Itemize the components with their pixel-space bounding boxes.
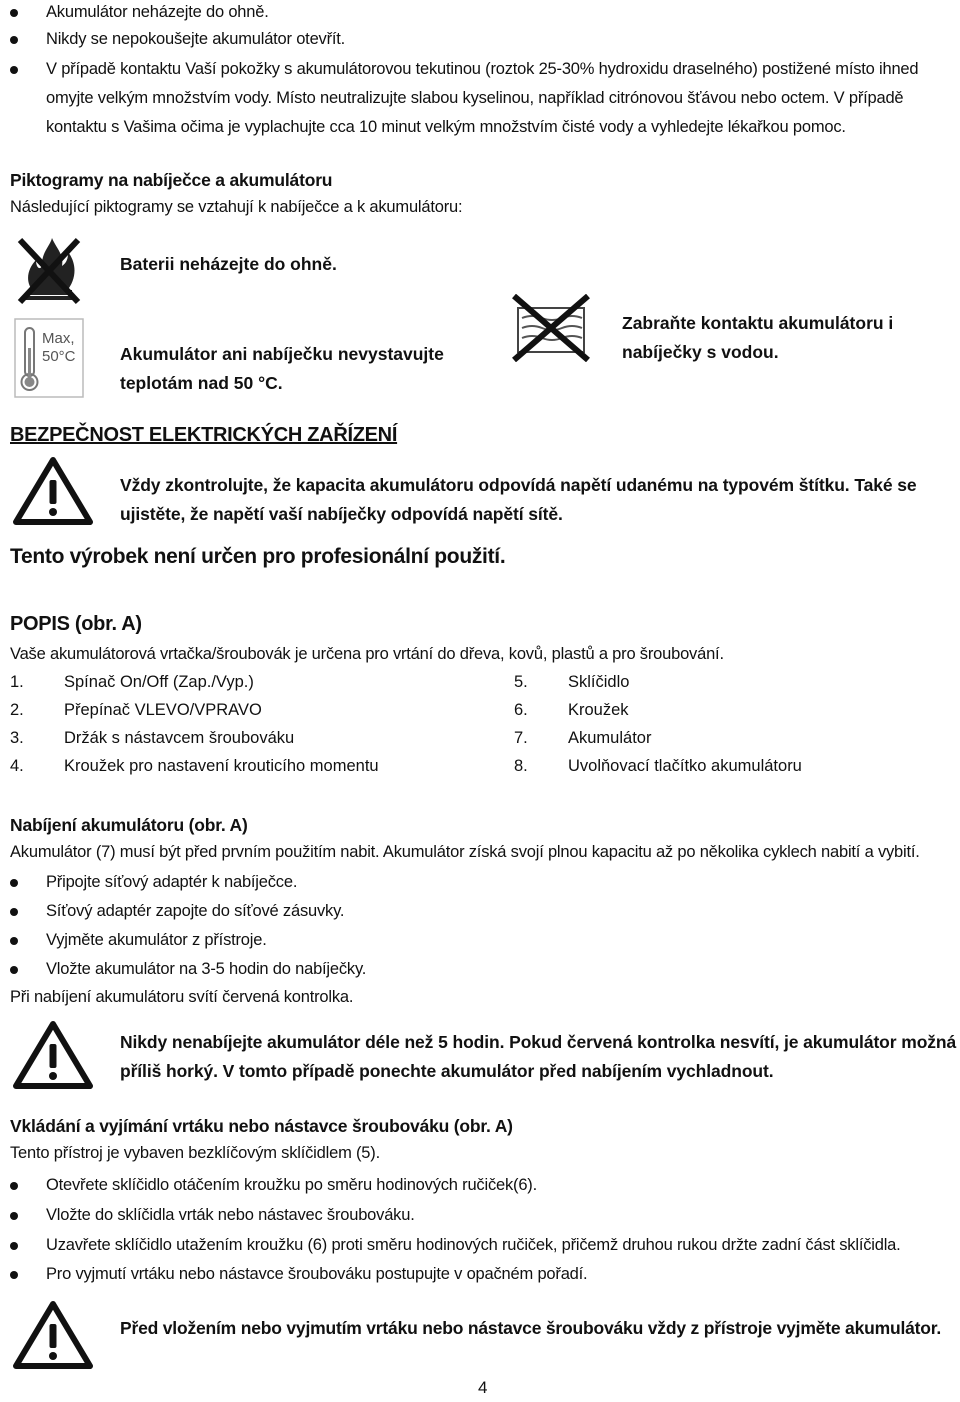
temp-icon-value: 50°C — [42, 348, 76, 365]
list-item: 3. Držák s nástavcem šroubováku — [10, 729, 295, 747]
list-item: 4. Kroužek pro nastavení krouticího momentu — [10, 757, 379, 775]
pictograms-intro: Následující piktogramy se vztahují k nabíječce a k akumulátoru: — [10, 198, 463, 216]
temp-pictogram-label: Akumulátor ani nabíječku nevystavujte teplotám nad 50 °C. — [120, 344, 444, 393]
list-item: 5. Sklíčidlo — [514, 673, 630, 691]
pictograms-heading: Piktogramy na nabíječce a akumulátoru — [10, 170, 333, 190]
list-item: Uzavřete sklíčidlo utažením kroužku (6) proti směru hodinových ručiček, přičemž druhou rukou držte zadní část sklíčidla. — [46, 1231, 958, 1260]
list-item: Akumulátor neházejte do ohně. — [46, 0, 958, 27]
list-item: 6. Kroužek — [514, 701, 629, 719]
list-item: V případě kontaktu Vaší pokožky s akumulátorovou tekutinou (roztok 25-30% hydroxidu draselného) postižené místo ihned omyjte velkým množstvím vody. Místo neutralizujte slabou kyselinou, například citrónovou šťávou nebo octem. V případě kontaktu s Vašima očima je vyplachujte cca 10 minut velkým množstvím čisté vody a vyhledejte lékařkou pomoc. — [46, 55, 958, 142]
list-item: 2. Přepínač VLEVO/VPRAVO — [10, 701, 262, 719]
charging-warning-text: Nikdy nenabíjejte akumulátor déle než 5 hodin. Pokud červená kontrolka nesvítí, je akumulátor možná příliš horký. V tomto případě ponechte akumulátor před nabíjením vychladnout. — [120, 1032, 957, 1081]
water-pictogram-label: Zabraňte kontaktu akumulátoru i nabíječky s vodou. — [622, 313, 894, 362]
list-item: 7. Akumulátor — [514, 729, 652, 747]
list-item: Nikdy se nepokoušejte akumulátor otevřít. — [46, 25, 958, 54]
list-item: Otevřete sklíčidlo otáčením kroužku po směru hodinových ručiček(6). — [46, 1171, 958, 1200]
no-water-icon — [512, 294, 590, 362]
charging-heading: Nabíjení akumulátoru (obr. A) — [10, 815, 248, 835]
description-heading: POPIS (obr. A) — [10, 613, 142, 635]
fire-pictogram-label: Baterii neházejte do ohně. — [120, 254, 337, 274]
charging-outro: Při nabíjení akumulátoru svítí červená kontrolka. — [10, 988, 354, 1006]
warning-icon — [12, 1300, 94, 1370]
not-professional-notice: Tento výrobek není určen pro profesionální použití. — [10, 545, 506, 568]
temp-icon-max: Max, — [42, 330, 75, 347]
no-fire-icon — [14, 234, 84, 306]
list-item: Připojte síťový adaptér k nabíječce. — [46, 868, 958, 897]
electrical-warning-text: Vždy zkontrolujte, že kapacita akumulátoru odpovídá napětí udanému na typovém štítku. Také se ujistěte, že napětí vaší nabíječky odpovídá napětí sítě. — [120, 475, 917, 524]
list-item: Vložte do sklíčidla vrták nebo nástavec šroubováku. — [46, 1201, 958, 1230]
list-item: Vyjměte akumulátor z přístroje. — [46, 926, 958, 955]
warning-icon — [12, 456, 94, 526]
bit-warning-text: Před vložením nebo vyjmutím vrtáku nebo nástavce šroubováku vždy z přístroje vyjměte akumulátor. — [120, 1318, 942, 1338]
warning-icon — [12, 1020, 94, 1090]
bit-heading: Vkládání a vyjímání vrtáku nebo nástavce šroubováku (obr. A) — [10, 1116, 513, 1136]
electrical-safety-heading: BEZPEČNOST ELEKTRICKÝCH ZAŘÍZENÍ — [10, 424, 398, 446]
list-item: 8. Uvolňovací tlačítko akumulátoru — [514, 757, 802, 775]
page-number: 4 — [478, 1378, 488, 1397]
list-item: Pro vyjmutí vrtáku nebo nástavce šroubováku postupujte v opačném pořadí. — [46, 1260, 958, 1289]
list-item: Síťový adaptér zapojte do síťové zásuvky. — [46, 897, 958, 926]
thermometer-icon — [14, 318, 84, 398]
bit-intro: Tento přístroj je vybaven bezklíčovým sklíčidlem (5). — [10, 1144, 380, 1162]
description-intro: Vaše akumulátorová vrtačka/šroubovák je určena pro vrtání do dřeva, kovů, plastů a pro šroubování. — [10, 645, 724, 663]
list-item: 1. Spínač On/Off (Zap./Vyp.) — [10, 673, 254, 691]
charging-intro: Akumulátor (7) musí být před prvním použitím nabit. Akumulátor získá svojí plnou kapacitu až po několika cyklech nabití a vybití. — [10, 843, 920, 861]
list-item: Vložte akumulátor na 3-5 hodin do nabíječky. — [46, 955, 958, 984]
